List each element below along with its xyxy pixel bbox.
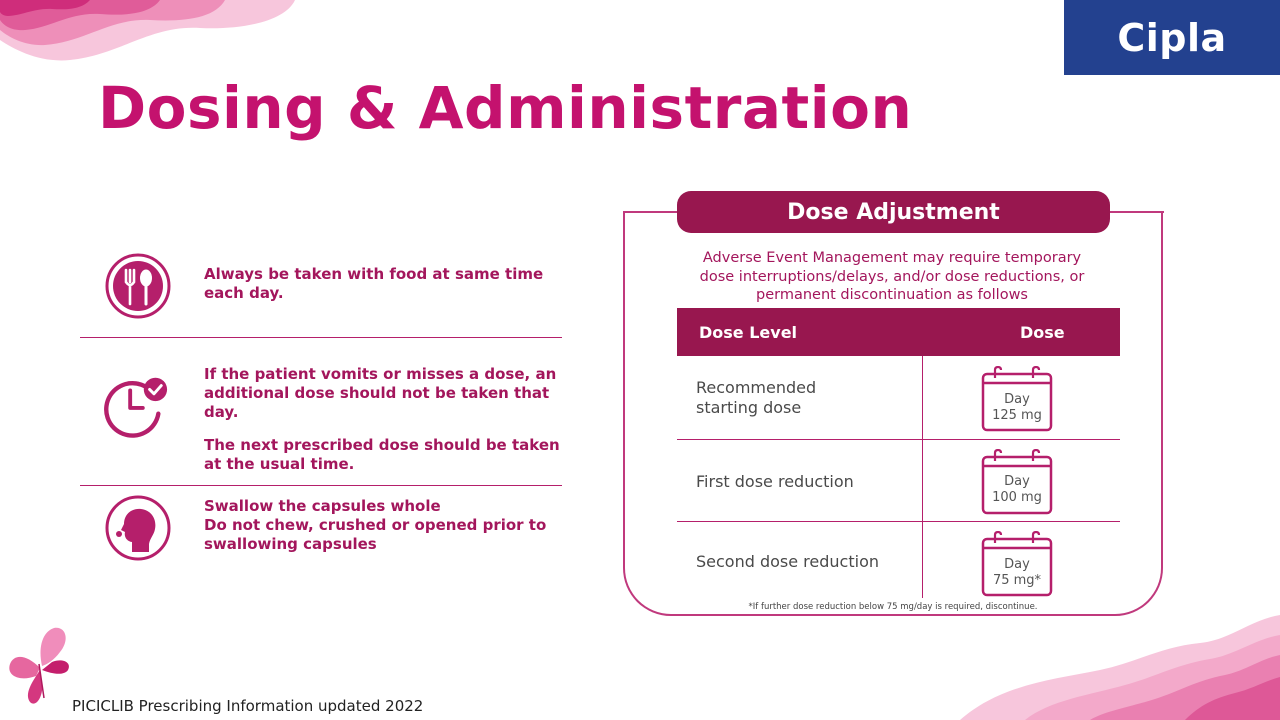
dose-level-label: Second dose reduction <box>696 552 879 571</box>
decorative-waves-bottom-right <box>930 615 1280 720</box>
instruction-food <box>204 265 574 303</box>
intro-line: permanent discontinuation as follows <box>756 287 1028 303</box>
dose-value: 125 mg <box>992 408 1042 423</box>
butterfly-logo-icon <box>6 624 76 708</box>
cipla-logo <box>1064 0 1280 75</box>
instruction-text: The next prescribed dose should be taken at the usual time. <box>204 436 560 473</box>
instruction-text: If the patient vomits or misses a dose, an additional dose should not be taken that day. <box>204 365 557 421</box>
logo-text: Cipla <box>1117 15 1227 60</box>
table-row <box>696 472 854 492</box>
dose-value: 100 mg <box>992 490 1042 505</box>
dose-level-label: starting dose <box>696 398 802 417</box>
decorative-waves-top-left <box>0 0 300 80</box>
panel-border <box>1106 211 1164 213</box>
dose-table-footnote: *If further dose reduction below 75 mg/day is required, discontinue. <box>748 602 1038 612</box>
instruction-text: Do not chew, crushed or opened prior to swallowing capsules <box>204 516 547 553</box>
dose-table-header <box>677 308 1120 356</box>
instruction-text: Swallow the capsules whole <box>204 497 441 515</box>
divider <box>80 337 562 338</box>
dose-level-label: First dose reduction <box>696 472 854 491</box>
column-header-dose-level: Dose Level <box>699 323 798 342</box>
column-header-dose: Dose <box>1020 323 1065 342</box>
fork-spoon-icon <box>104 252 172 320</box>
dose-value: 75 mg* <box>992 573 1042 588</box>
table-row <box>696 378 816 418</box>
clock-check-icon <box>102 370 170 438</box>
dose-adjustment-heading: Dose Adjustment <box>677 191 1110 233</box>
table-row-divider <box>677 439 1120 440</box>
page-title: Dosing & Administration <box>98 74 913 142</box>
instruction-swallow <box>204 497 574 554</box>
intro-line: Adverse Event Management may require temporary <box>702 250 1082 266</box>
dose-level-label: Recommended <box>696 378 817 397</box>
dose-adjustment-intro <box>652 249 1132 305</box>
intro-line: dose interruptions/delays, and/or dose reductions, or <box>699 268 1085 285</box>
panel-border <box>623 211 681 213</box>
footer-text: PICICLIB Prescribing Information updated 2022 <box>72 697 424 715</box>
table-column-divider <box>922 356 923 598</box>
calendar-day: Day <box>1004 557 1030 572</box>
instruction-text: Always be taken with food at same time each day. <box>204 265 544 302</box>
swallow-head-icon <box>104 494 172 562</box>
calendar-day: Day <box>1004 392 1030 407</box>
table-row <box>696 552 879 572</box>
table-row-divider <box>677 521 1120 522</box>
instruction-missed-dose <box>204 365 574 474</box>
divider <box>80 485 562 486</box>
calendar-day: Day <box>1004 474 1030 489</box>
